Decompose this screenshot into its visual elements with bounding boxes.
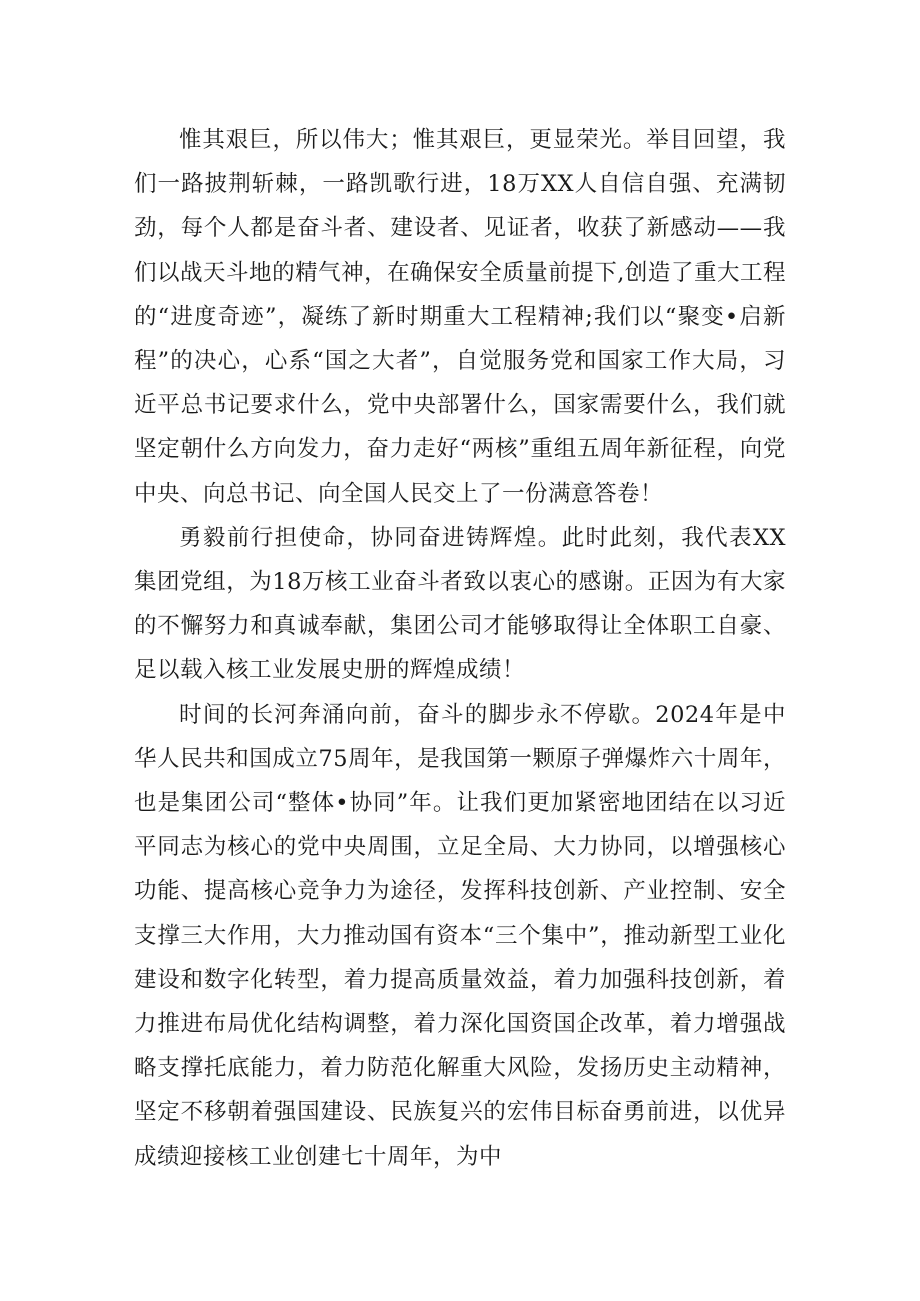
document-body [134, 118, 786, 1179]
paragraph-1: 惟其艰巨，所以伟大；惟其艰巨，更显荣光。举目回望，我们一路披荆斩棘，一路凯歌行进，18万XX人自信自强、充满韧劲，每个人都是奋斗者、建设者、见证者，收获了新感动——我们以战天斗地的精气神，在确保安全质量前提下,创造了重大工程的“进度奇迹”，凝练了新时期重大工程精神;我们以“聚变•启新程”的决心，心系“国之大者”，自觉服务党和国家工作大局，习近平总书记要求什么，党中央部署什么，国家需要什么，我们就坚定朝什么方向发力，奋力走好“两核”重组五周年新征程，向党中央、向总书记、向全国人民交上了一份满意答卷！ [134, 127, 786, 507]
paragraph-2: 勇毅前行担使命，协同奋进铸辉煌。此时此刻，我代表XX集团党组，为18万核工业奋斗者致以衷心的感谢。正因为有大家的不懈努力和真诚奉献，集团公司才能够取得让全体职工自豪、足以载入核工业发展史册的辉煌成绩！ [134, 524, 786, 684]
paragraph-3: 时间的长河奔涌向前，奋斗的脚步永不停歇。2024年是中华人民共和国成立75周年，是我国第一颗原子弹爆炸六十周年，也是集团公司“整体•协同”年。让我们更加紧密地团结在以习近平同志为核心的党中央周围，立足全局、大力协同，以增强核心功能、提高核心竞争力为途径，发挥科技创新、产业控制、安全支撑三大作用，大力推动国有资本“三个集中”，推动新型工业化建设和数字化转型，着力提高质量效益，着力加强科技创新，着力推进布局优化结构调整，着力深化国资国企改革，着力增强战略支撑托底能力，着力防范化解重大风险，发扬历史主动精神，坚定不移朝着强国建设、民族复兴的宏伟目标奋勇前进，以优异成绩迎接核工业创建七十周年，为中 [134, 701, 786, 1170]
